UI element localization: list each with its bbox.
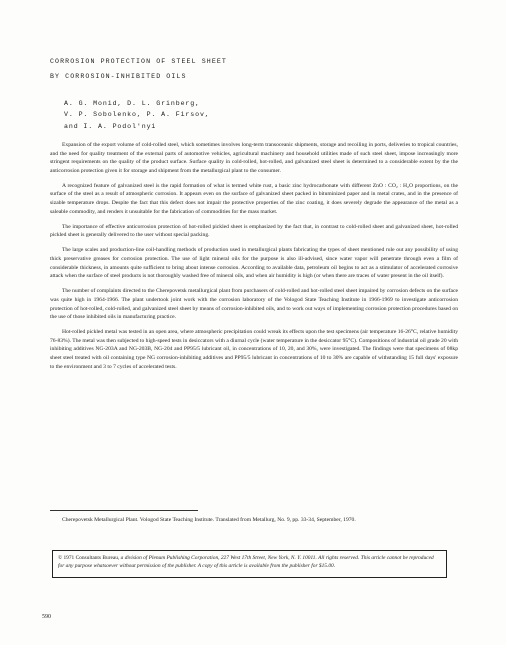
page-number: 590: [42, 614, 51, 620]
copyright-box: [52, 550, 447, 578]
body-paragraph: The number of complaints directed to the Cherepovetsk metallurgical plant from purchasers of cold-rolled and hot-rolled steel sheet impaired by corrosion defects on the surface was quite high in 1964-1966. The plant undertook joint work with the corrosion laboratory of the Vologod State Teaching Institute in 1966-1969 to investigate anticorrosion protection of hot-rolled, cold-rolled, and galvanized steel sheet by means of corrosion-inhibited oils, and to work out ways of implementing corrosion protection procedures based on the use of those inhibited oils in manufacturing practice.: [50, 288, 458, 321]
affiliation-note: [50, 516, 458, 525]
author-list: [64, 98, 444, 132]
body-paragraph: The importance of effective anticorrosion protection of hot-rolled pickled sheet is emphasized by the fact that, in contrast to cold-rolled sheet and galvanized sheet, hot-rolled pickled sheet is generally delivered to the user without special packing.: [50, 223, 458, 239]
author-line: A. G. Monid, D. L. Grinberg,: [64, 100, 200, 107]
article-title: [50, 54, 470, 84]
author-line: and I. A. Podol'nyi: [64, 122, 157, 130]
footnote-divider: [50, 510, 198, 511]
title-line-2: BY CORROSION-INHIBITED OILS: [50, 73, 187, 80]
title-line-1: CORROSION PROTECTION OF STEEL SHEET: [50, 58, 227, 65]
body-paragraph: Hot-rolled pickled metal was tested in an open area, where atmospheric precipitation could wreak its effects upon the test specimens (air temperature 16-26°C, relative humidity 76-83%). The metal was then subjected to high-speed tests in desiccators with a diurnal cycle (water temperature in the desiccator 95°C). Compositions of industrial oil grade 20 with inhibiting additives NG-203A and NG-203B, NG-204 and PP95/5 lubricant oil, in concentrations of 10, 20, and 30%, were investigated. The findings were that specimens of 08kp sheet steel treated with oil containing type NG corrosion-inhibiting additives and PP95/5 lubricant in concentrations of 10 to 30% are capable of withstanding 15 full days' exposure to the environment and 3 to 7 cycles of accelerated tests.: [50, 329, 458, 370]
copyright-lead: © 1971 Consultants Bureau,: [58, 555, 120, 561]
body-paragraph: Expansion of the export volume of cold-rolled steel, which sometimes involves long-term transoceanic shipments, storage and recoiling in ports, deliveries to tropical countries, and the need for quality treatment of the external parts of automotive vehicles, agricultural machinery and household utilities made of such steel sheet, impose increasingly more stringent requirements on the quality of the product surface. Surface quality in cold-rolled, hot-rolled, and galvanized steel sheet is determined to a considerable extent by the the anticorrosion protection given it for storage and shipment from the metallurgical plant to the consumer.: [50, 142, 458, 174]
article-body: [50, 141, 458, 378]
affiliation-text: Cherepovetsk Metallurgical Plant. Vologod State Teaching Institute. Translated from Metallurg, No. 9, pp. 33-34, September, 1970.: [62, 517, 356, 523]
body-paragraph: The large scales and production-line coil-handling methods of production used in metallurgical plants fabricating the types of sheet mentioned rule out any possibility of using thick preservative greases for corrosion protection. The use of light mineral oils for the purpose is also ill-advised, since water vapor will penetrate through even a film of considerable thickness, in amounts quite sufficient to bring about intense corrosion. According to available data, petroleum oil begins to act as a stimulator of accelerated corrosive attack when the surface of steel products is not thoroughly washed free of mineral oils, and when air humidity is high (or when there are traces of water present in the oil itself).: [50, 247, 458, 280]
body-paragraph: A recognized feature of galvanized steel is the rapid formation of what is termed white rust, a basic zinc hydrocarbonate with different ZnO : CO₂ : H₂O proportions, on the surface of the steel as a result of atmospheric corrosion. It appears even on the surface of galvanized sheet packed in bituminized paper and in metal crates, and in the presence of sizable temperature drops. Despite the fact that this defect does not impair the protective properties of the zinc coating, it does severely degrade the appearance of the metal as a saleable commodity, and renders it unsuitable for the fabrication of commodities for the mass market.: [50, 182, 458, 215]
copyright-text: a division of Plenum Publishing Corporation, 227 West 17th Street, New York, N. Y. 10011. All rights reserved. This article cannot be reproduced for any purpose whatsoever without permission of the publisher. A copy of this article is available from the publisher for $15.00.: [58, 555, 434, 570]
author-line: V. P. Sobolenko, P. A. Firsov,: [64, 111, 210, 119]
